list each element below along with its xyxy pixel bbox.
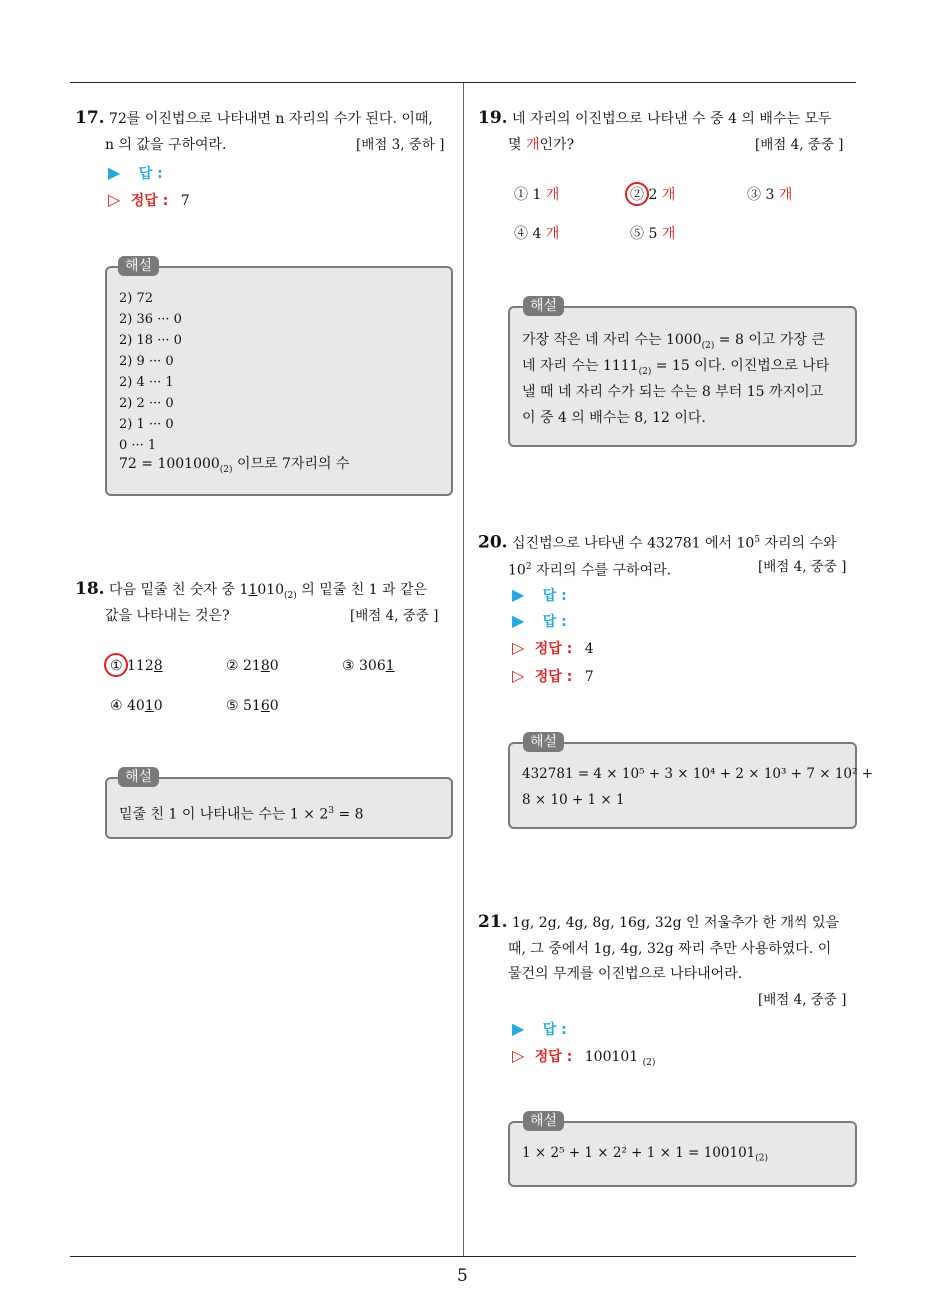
- choice-number: 2: [648, 187, 658, 203]
- choice-marker: ①: [110, 658, 123, 674]
- division-step: 2) 9 ··· 0: [119, 354, 174, 369]
- explain-text: 가장 작은 네 자리 수는 1000: [522, 332, 702, 348]
- choice-1[interactable]: [514, 185, 559, 205]
- q20-text-b: 자리의 수와: [760, 535, 837, 552]
- choice-number: 1: [532, 187, 542, 203]
- explain-text: = 8 이고 가장 큰: [714, 332, 825, 348]
- q19-line2: [508, 135, 574, 155]
- bottom-rule: [70, 1256, 856, 1257]
- choice-text: 112: [127, 658, 154, 674]
- explain-tail: = 8: [334, 806, 364, 823]
- q20-explain-line2: 8 × 10 + 1 × 1: [522, 792, 625, 808]
- choice-2[interactable]: [630, 185, 675, 205]
- q19-explain-line2: [522, 356, 829, 382]
- q21-text-line3: 물건의 무게를 이진법으로 나타내어라.: [508, 966, 743, 982]
- correct-label: 정답 :: [534, 641, 573, 657]
- q19-text-red: 개: [525, 137, 540, 153]
- q18-number: 18.: [75, 579, 105, 599]
- q17-meta: [배점 3, 중하 ]: [356, 137, 445, 153]
- correct-value: 4: [584, 641, 594, 657]
- q20-answer-row-2: [512, 611, 567, 632]
- q18-text-line2: 값을 나타내는 것은?: [105, 608, 230, 624]
- choice-marker: ④: [110, 698, 123, 714]
- q18-meta: [배점 4, 중중 ]: [350, 608, 439, 624]
- correct-label: 정답 :: [534, 669, 573, 685]
- q19-number: 19.: [478, 108, 508, 128]
- q20-line2: [508, 557, 671, 581]
- q18-explain-tag: 해설: [118, 767, 159, 787]
- q20-explain-tag: 해설: [523, 732, 564, 752]
- play-icon: ▶: [108, 163, 121, 182]
- q18-line1: [75, 579, 427, 606]
- choice-3[interactable]: [747, 185, 792, 205]
- outline-triangle-icon: ▷: [512, 1046, 525, 1065]
- choice-marker: ③: [747, 187, 761, 203]
- choice-text-tail: 0: [269, 698, 279, 714]
- choice-number: 5: [648, 226, 658, 242]
- choice-unit: 개: [661, 187, 676, 203]
- division-step: 2) 36 ··· 0: [119, 312, 182, 327]
- q20-explain-box: [508, 742, 874, 829]
- base-subscript: (2): [284, 590, 297, 601]
- choice-1[interactable]: [110, 656, 163, 676]
- explain-text: = 15 이다. 이진법으로 나타: [651, 358, 830, 374]
- outline-triangle-icon: ▷: [108, 190, 121, 209]
- q20-text-a: 10: [508, 562, 526, 579]
- q19-explain-line4: 이 중 4 의 배수는 8, 12 이다.: [522, 410, 706, 426]
- explain-text: 1 × 2⁵ + 1 × 2² + 1 × 1 = 100101: [522, 1145, 756, 1161]
- q18-text-a: 다음 밑줄 친 숫자 중 1: [109, 582, 249, 598]
- answer-label: 답 :: [542, 614, 567, 630]
- choice-number: 4: [532, 226, 542, 242]
- base-subscript: (2): [701, 340, 715, 351]
- explain-text: 네 자리 수는 1111: [522, 358, 639, 374]
- q21-number: 21.: [478, 912, 508, 932]
- q21-explain: [522, 1143, 768, 1169]
- q20-text-b: 자리의 수를 구하여라.: [531, 562, 672, 579]
- q17-correct-row: [108, 190, 190, 211]
- choice-marker: ①: [514, 187, 528, 203]
- page-number: 5: [457, 1266, 468, 1286]
- q18-underlined-digit: 1: [248, 582, 258, 598]
- exponent: 5: [754, 535, 761, 545]
- q21-text-line1: 1g, 2g, 4g, 8g, 16g, 32g 인 저울추가 한 개씩 있을: [512, 915, 840, 931]
- choice-5[interactable]: [630, 224, 675, 244]
- q20-meta: [배점 4, 중중 ]: [758, 559, 847, 575]
- q18-text-b: 010: [257, 582, 285, 598]
- q17-text-line2: n 의 값을 구하여라.: [105, 137, 227, 153]
- answer-label: 답 :: [542, 588, 567, 604]
- division-step: 2) 2 ··· 0: [119, 396, 174, 411]
- q20-text-a: 십진법으로 나타낸 수 432781 에서 10: [512, 535, 755, 552]
- q19-text-line1: 네 자리의 이진법으로 나타낸 수 중 4 의 배수는 모두: [512, 111, 832, 127]
- q20-explain-line1: 432781 = 4 × 10⁵ + 3 × 10⁴ + 2 × 10³ + 7 × 10² +: [522, 766, 874, 782]
- q21-correct-row: [512, 1046, 655, 1073]
- choice-underlined-digit: 1: [385, 658, 395, 674]
- column-divider: [463, 83, 464, 1257]
- choice-marker: ③: [342, 658, 355, 674]
- q18-explain-box: [105, 777, 453, 839]
- q19-text-a: 몇: [508, 137, 526, 153]
- choice-text: 51: [243, 698, 261, 714]
- q17-answer-row: [108, 163, 163, 184]
- q17-explain-result: [119, 454, 349, 480]
- choice-marker: ⑤: [630, 226, 644, 242]
- answer-label: 답 :: [542, 1022, 567, 1038]
- choice-text-tail: 0: [153, 698, 163, 714]
- choice-marker: ②: [630, 187, 644, 203]
- q20-correct-row-2: [512, 666, 594, 687]
- q17-explain-box: [105, 266, 453, 496]
- outline-triangle-icon: ▷: [512, 666, 525, 685]
- correct-value: 7: [180, 193, 190, 209]
- base-subscript: (2): [638, 366, 652, 377]
- q17-explain-tag: 해설: [118, 256, 159, 276]
- choice-3[interactable]: [342, 656, 395, 676]
- choice-underlined-digit: 6: [260, 698, 270, 714]
- q21-explain-tag: 해설: [523, 1111, 564, 1131]
- base-subscript: (2): [219, 464, 233, 475]
- division-step: 2) 1 ··· 0: [119, 417, 174, 432]
- play-icon: ▶: [512, 585, 525, 604]
- q19-line1: [478, 108, 831, 129]
- q21-text-line2: 때, 그 중에서 1g, 4g, 32g 짜리 추만 사용하였다. 이: [508, 941, 832, 957]
- q19-text-b: 인가?: [539, 137, 575, 153]
- choice-2[interactable]: [226, 656, 279, 676]
- base-subscript: (2): [642, 1057, 656, 1068]
- choice-underlined-digit: 8: [153, 658, 163, 674]
- choice-text: 306: [359, 658, 386, 674]
- choice-underlined-digit: 8: [260, 658, 270, 674]
- correct-value: 7: [584, 669, 594, 685]
- play-icon: ▶: [512, 1019, 525, 1038]
- choice-marker: ②: [226, 658, 239, 674]
- choice-number: 3: [765, 187, 775, 203]
- choice-underlined-digit: 1: [144, 698, 154, 714]
- q21-answer-row: [512, 1019, 567, 1040]
- q17-line1: [75, 108, 433, 129]
- answer-label: 답 :: [138, 166, 163, 182]
- division-step: 0 ··· 1: [119, 438, 157, 453]
- choice-unit: 개: [545, 226, 560, 242]
- q20-answer-row-1: [512, 585, 567, 606]
- division-step: 2) 72: [119, 291, 154, 306]
- choice-text: 40: [127, 698, 145, 714]
- outline-triangle-icon: ▷: [512, 638, 525, 657]
- exponent: 3: [328, 806, 335, 816]
- correct-label: 정답 :: [534, 1049, 573, 1065]
- q21-meta: [배점 4, 중중 ]: [758, 992, 847, 1008]
- base-subscript: (2): [755, 1153, 769, 1164]
- explain-equation: 72 = 1001000: [119, 456, 220, 472]
- q18-text-c: 의 밑줄 친 1 과 같은: [296, 582, 428, 598]
- choice-text: 21: [243, 658, 261, 674]
- q20-line1: [478, 530, 837, 554]
- q19-explain-tag: 해설: [523, 296, 564, 316]
- q17-number: 17.: [75, 108, 105, 128]
- q19-meta: [배점 4, 중중 ]: [755, 137, 844, 153]
- choice-4[interactable]: [110, 696, 163, 716]
- q20-number: 20.: [478, 532, 508, 553]
- choice-marker: ⑤: [226, 698, 239, 714]
- explain-text: 밑줄 친 1 이 나타내는 수는 1 × 2: [119, 806, 329, 823]
- explain-conclusion: 이므로 7자리의 수: [232, 456, 350, 472]
- q20-correct-row-1: [512, 638, 594, 659]
- q21-line1: [478, 912, 839, 933]
- q17-text-line1: 72를 이진법으로 나타내면 n 자리의 수가 된다. 이때,: [109, 111, 433, 127]
- q18-explain: [119, 801, 364, 825]
- choice-5[interactable]: [226, 696, 279, 716]
- q21-explain-box: [508, 1121, 857, 1187]
- choice-unit: 개: [545, 187, 560, 203]
- division-step: 2) 18 ··· 0: [119, 333, 182, 348]
- exponent: 2: [525, 562, 532, 572]
- q19-explain-line1: [522, 330, 825, 356]
- q19-explain-box: [508, 306, 857, 447]
- choice-marker: ④: [514, 226, 528, 242]
- choice-4[interactable]: [514, 224, 559, 244]
- play-icon: ▶: [512, 611, 525, 630]
- correct-value: 100101: [584, 1049, 639, 1065]
- choice-text-tail: 0: [269, 658, 279, 674]
- q19-explain-line3: 낼 때 네 자리 수가 되는 수는 8 부터 15 까지이고: [522, 384, 824, 400]
- choice-unit: 개: [778, 187, 793, 203]
- correct-label: 정답 :: [130, 193, 169, 209]
- choice-unit: 개: [661, 226, 676, 242]
- division-step: 2) 4 ··· 1: [119, 375, 174, 390]
